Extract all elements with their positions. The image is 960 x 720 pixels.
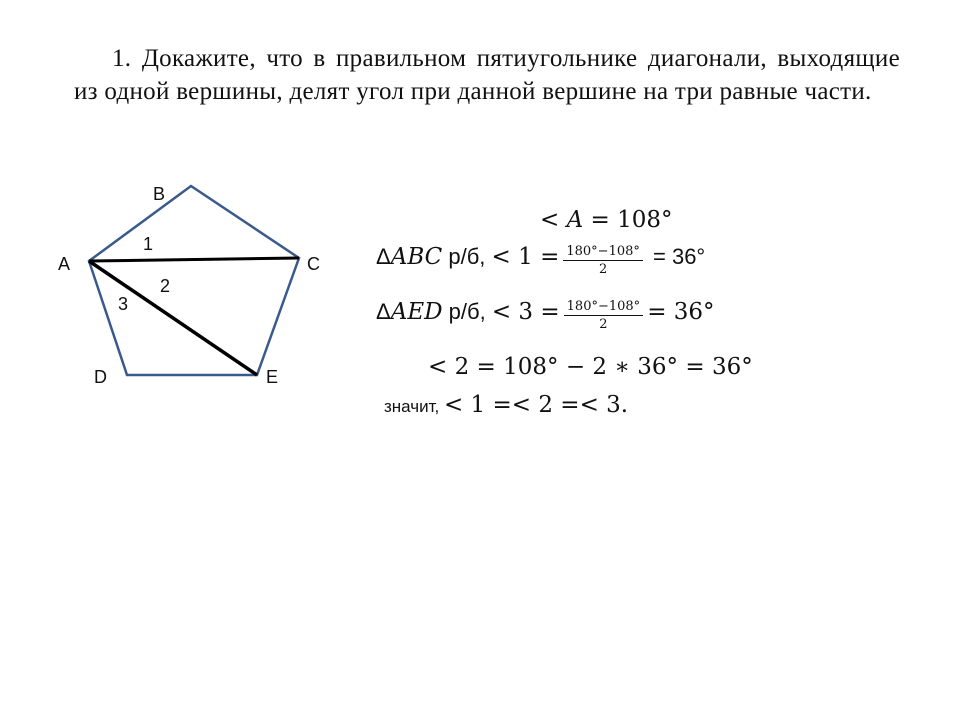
fraction-abc: $\frac{180^\circ-108^\circ}{2}$ xyxy=(563,244,643,277)
diagonal-ac xyxy=(89,258,299,261)
vertex-label-a: A xyxy=(58,254,71,274)
vertex-label-d: D xyxy=(94,367,107,387)
solution-line-2: ΔABC р/б, < 1 = $\frac{180^\circ-108^\circ}{2}$ = 36° xyxy=(376,244,706,277)
fraction-aed: $\frac{180^\circ-108^\circ}{2}$ xyxy=(564,299,644,332)
diagonal-ae xyxy=(89,261,257,375)
angle-label-3: 3 xyxy=(118,294,129,314)
solution-line-4: < 2 = 108° − 2 ∗ 36° = 36° xyxy=(428,354,753,380)
vertex-label-e: E xyxy=(266,367,279,387)
solution-line-3: ΔAED р/б, < 3 = $\frac{180^\circ-108^\circ}{2}$ = 36° xyxy=(376,299,715,332)
solution-line-1: < A = 108° xyxy=(540,207,673,233)
vertex-label-c: C xyxy=(307,254,320,274)
solution-line-5: значит, < 1 =< 2 =< 3. xyxy=(384,392,629,418)
angle-label-2: 2 xyxy=(160,276,171,296)
vertex-label-b: B xyxy=(153,184,166,204)
problem-statement: 1. Докажите, что в правильном пятиугольнике диагонали, выходящие из одной вершины, делят угол при данной вершине на три равные части. xyxy=(74,45,900,105)
angle-label-1: 1 xyxy=(143,234,154,254)
